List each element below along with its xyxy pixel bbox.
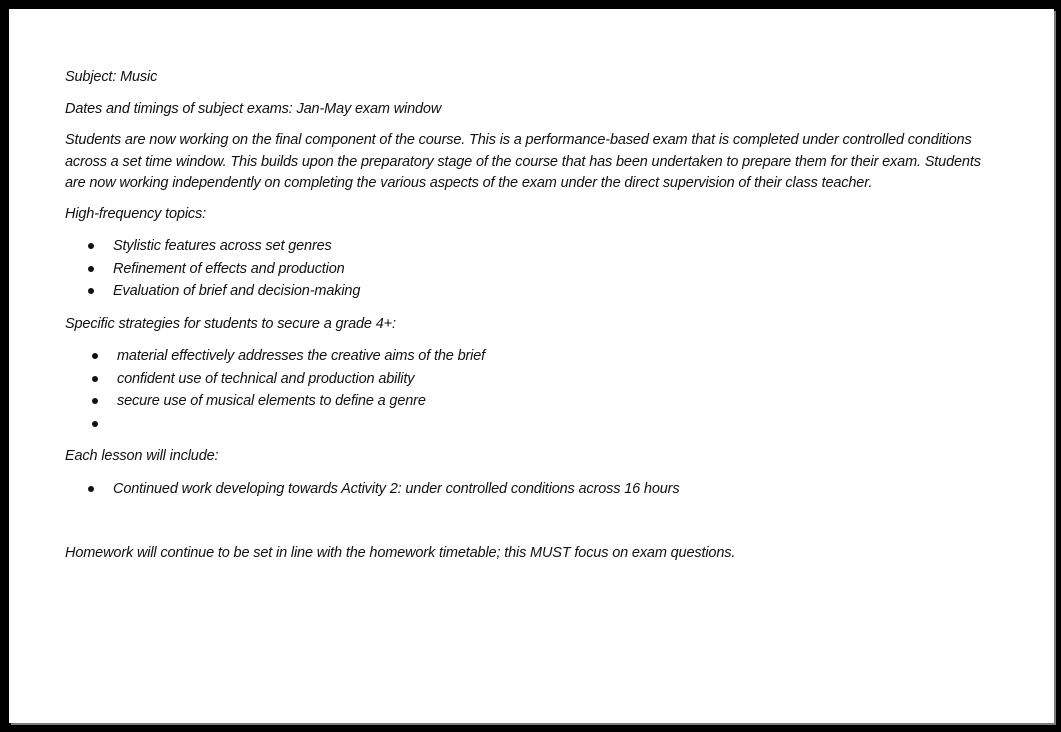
bullet-icon — [92, 353, 98, 359]
list-item-text: secure use of musical elements to define a genre — [117, 393, 426, 409]
bullet-icon — [92, 398, 98, 404]
exam-dates-line: Dates and timings of subject exams: Jan-May exam window — [65, 100, 442, 117]
bullet-icon — [88, 486, 94, 492]
list-item — [65, 345, 1005, 368]
document-content — [65, 67, 1005, 575]
list-item — [65, 258, 1005, 281]
list-item-text: confident use of technical and production ability — [117, 370, 415, 387]
list-item — [65, 390, 1005, 413]
list-item — [65, 368, 1005, 391]
spacer — [65, 511, 1005, 543]
list-item-text: Continued work developing towards Activity 2: under controlled conditions across 16 hours — [113, 480, 680, 497]
strategies-heading: Specific strategies for students to secure a grade 4+: — [65, 315, 396, 332]
homework-line: Homework will continue to be set in line with the homework timetable; this MUST focus on exam questions. — [65, 545, 736, 561]
course-description: Students are now working on the final component of the course. This is a performance-based exam that is completed under controlled conditions across a set time window. This builds upon the preparatory stage of the course that has been undertaken to prepare them for their exam. Students are now working independently on completing the various aspects of the exam under the direct supervision of their class teacher. — [65, 132, 981, 191]
document-page — [9, 9, 1054, 723]
bullet-icon — [88, 266, 94, 272]
list-item — [65, 413, 1005, 436]
strategies-list — [65, 345, 1005, 435]
list-item-text: Refinement of effects and production — [113, 260, 345, 277]
topics-list — [65, 235, 1005, 303]
topics-heading: High-frequency topics: — [65, 205, 206, 222]
list-item — [65, 280, 1005, 303]
bullet-icon — [92, 421, 98, 427]
list-item-text: material effectively addresses the creative aims of the brief — [117, 348, 486, 364]
lesson-heading: Each lesson will include: — [65, 448, 219, 464]
lesson-list — [65, 478, 1005, 501]
list-item-text: Stylistic features across set genres — [113, 238, 332, 254]
list-item — [65, 478, 1005, 501]
bullet-icon — [88, 243, 94, 249]
bullet-icon — [92, 376, 98, 382]
bullet-icon — [88, 288, 94, 294]
list-item — [65, 235, 1005, 258]
list-item-text: Evaluation of brief and decision-making — [113, 283, 361, 299]
subject-line: Subject: Music — [65, 69, 158, 85]
